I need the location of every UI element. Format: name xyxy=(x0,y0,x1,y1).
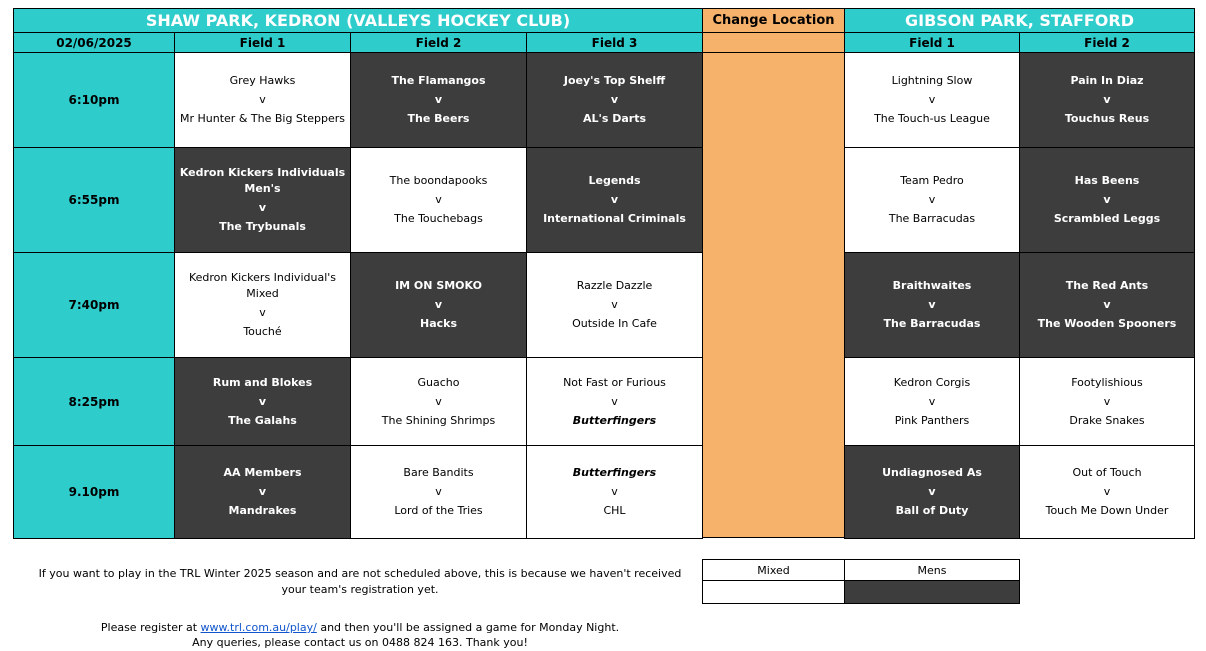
versus-label: v xyxy=(611,394,618,408)
home-team: Team Pedro xyxy=(900,174,964,187)
home-team: Out of Touch xyxy=(1072,466,1142,479)
versus-label: v xyxy=(611,298,618,311)
versus-label: v xyxy=(928,298,936,311)
versus-label: v xyxy=(435,394,442,408)
game-cell xyxy=(844,445,1020,539)
game-cell xyxy=(174,445,351,539)
versus-label: v xyxy=(610,193,619,206)
game-cell xyxy=(526,252,703,358)
versus-label: v xyxy=(610,93,619,106)
versus-label: v xyxy=(434,93,443,106)
home-team: Kedron Corgis xyxy=(893,375,971,389)
game-cell xyxy=(844,52,1020,148)
game-cell xyxy=(350,252,527,358)
game-cell xyxy=(1019,147,1195,253)
register-link[interactable]: www.trl.com.au/play/ xyxy=(200,621,317,634)
v2-field2-header: Field 2 xyxy=(1019,32,1195,53)
home-team: The boondapooks xyxy=(389,174,488,187)
time-slot: 6:55pm xyxy=(13,147,175,253)
versus-label: v xyxy=(1103,394,1111,408)
game-cell xyxy=(1019,357,1195,446)
register-suffix: and then you'll be assigned a game for Monday Night. xyxy=(320,621,620,634)
away-team: The Shining Shrimps xyxy=(381,413,496,427)
away-team: CHL xyxy=(603,504,626,517)
legend-mixed-label: Mixed xyxy=(702,559,845,581)
home-team: IM ON SMOKO xyxy=(395,279,482,292)
home-team: Grey Hawks xyxy=(229,74,296,87)
game-cell xyxy=(350,52,527,148)
game-cell xyxy=(526,357,703,446)
versus-label: v xyxy=(1103,193,1111,206)
home-team: The Flamangos xyxy=(391,74,486,87)
game-cell xyxy=(844,252,1020,358)
versus-label: v xyxy=(259,93,266,106)
away-team: The Touchebags xyxy=(394,212,483,225)
home-team: Bare Bandits xyxy=(403,466,474,479)
away-team: Mr Hunter & The Big Steppers xyxy=(180,112,345,125)
change-location-button[interactable]: Change Location xyxy=(702,8,845,33)
versus-label: v xyxy=(435,193,442,206)
away-team: The Barracudas xyxy=(883,317,981,330)
away-team: The Trybunals xyxy=(219,220,306,233)
game-cell xyxy=(174,252,351,358)
versus-label: v xyxy=(928,193,936,206)
away-team: Touch Me Down Under xyxy=(1045,504,1169,517)
home-team: Butterfingers xyxy=(572,466,657,479)
versus-label: v xyxy=(258,394,267,408)
home-team: Kedron Kickers Individuals Men's xyxy=(179,166,346,195)
legend-mixed-swatch xyxy=(702,580,845,604)
versus-label: v xyxy=(258,485,267,498)
home-team: Legends xyxy=(588,174,641,187)
away-team: Hacks xyxy=(419,317,457,330)
away-team: The Barracudas xyxy=(888,212,976,225)
away-team: Ball of Duty xyxy=(895,504,969,517)
schedule-date: 02/06/2025 xyxy=(13,32,175,53)
home-team: AA Members xyxy=(223,466,302,479)
time-slot: 6:10pm xyxy=(13,52,175,148)
home-team: Razzle Dazzle xyxy=(576,279,653,292)
home-team: Rum and Blokes xyxy=(212,375,313,389)
game-cell xyxy=(350,147,527,253)
home-team: Lightning Slow xyxy=(891,74,973,87)
contact-note: Any queries, please contact us on 0488 824 163. Thank you! xyxy=(192,636,528,649)
change-location-column xyxy=(702,52,845,538)
versus-label: v xyxy=(1103,93,1111,106)
versus-label: v xyxy=(928,485,936,498)
home-team: Guacho xyxy=(417,375,460,389)
register-prefix: Please register at xyxy=(100,621,198,634)
away-team: The Beers xyxy=(407,112,470,125)
legend-mens-swatch xyxy=(844,580,1020,604)
versus-label: v xyxy=(258,201,267,214)
away-team: The Galahs xyxy=(228,413,297,427)
game-cell xyxy=(174,357,351,446)
versus-label: v xyxy=(928,394,936,408)
versus-label: v xyxy=(928,93,936,106)
game-cell xyxy=(526,52,703,148)
register-note xyxy=(25,620,695,636)
time-slot: 9.10pm xyxy=(13,445,175,539)
home-team: Braithwaites xyxy=(892,279,972,292)
away-team: Pink Panthers xyxy=(894,413,970,427)
game-cell xyxy=(174,147,351,253)
away-team: Scrambled Leggs xyxy=(1053,212,1161,225)
game-cell xyxy=(526,445,703,539)
game-cell xyxy=(1019,52,1195,148)
change-location-spacer xyxy=(702,32,845,53)
versus-label: v xyxy=(1103,485,1111,498)
away-team: Butterfingers xyxy=(572,413,657,427)
home-team: Pain In Diaz xyxy=(1070,74,1144,87)
away-team: The Touch-us League xyxy=(874,112,990,125)
away-team: Drake Snakes xyxy=(1069,413,1145,427)
versus-label: v xyxy=(611,485,618,498)
v1-field2-header: Field 2 xyxy=(350,32,527,53)
game-cell xyxy=(1019,252,1195,358)
versus-label: v xyxy=(1103,298,1111,311)
home-team: Joey's Top Shelff xyxy=(563,74,666,87)
game-cell xyxy=(350,357,527,446)
versus-label: v xyxy=(434,298,443,311)
time-slot: 8:25pm xyxy=(13,357,175,446)
v2-field1-header: Field 1 xyxy=(844,32,1020,53)
home-team: Has Beens xyxy=(1074,174,1140,187)
away-team: Outside In Cafe xyxy=(572,317,657,330)
v1-field1-header: Field 1 xyxy=(174,32,351,53)
legend-mens-label: Mens xyxy=(844,559,1020,581)
venue2-title: GIBSON PARK, STAFFORD xyxy=(844,8,1195,33)
versus-label: v xyxy=(259,306,266,319)
game-cell xyxy=(350,445,527,539)
game-cell xyxy=(1019,445,1195,539)
home-team: Kedron Kickers Individual's Mixed xyxy=(188,271,337,300)
home-team: Undiagnosed As xyxy=(882,466,982,479)
away-team: The Wooden Spooners xyxy=(1037,317,1177,330)
time-slot: 7:40pm xyxy=(13,252,175,358)
game-cell xyxy=(174,52,351,148)
home-team: The Red Ants xyxy=(1065,279,1149,292)
away-team: Touché xyxy=(243,325,282,338)
v1-field3-header: Field 3 xyxy=(526,32,703,53)
versus-label: v xyxy=(435,485,442,498)
away-team: Touchus Reus xyxy=(1064,112,1150,125)
game-cell xyxy=(844,357,1020,446)
game-cell xyxy=(526,147,703,253)
away-team: Mandrakes xyxy=(228,504,297,517)
away-team: International Criminals xyxy=(543,212,686,225)
game-cell xyxy=(844,147,1020,253)
home-team: Not Fast or Furious xyxy=(563,375,666,389)
venue1-title: SHAW PARK, KEDRON (VALLEYS HOCKEY CLUB) xyxy=(13,8,703,33)
unscheduled-note: If you want to play in the TRL Winter 2025 season and are not scheduled above, this is because we haven't received your team's registration yet. xyxy=(38,567,682,596)
home-team: Footylishious xyxy=(1071,375,1143,389)
away-team: AL's Darts xyxy=(582,112,647,125)
away-team: Lord of the Tries xyxy=(394,504,483,517)
